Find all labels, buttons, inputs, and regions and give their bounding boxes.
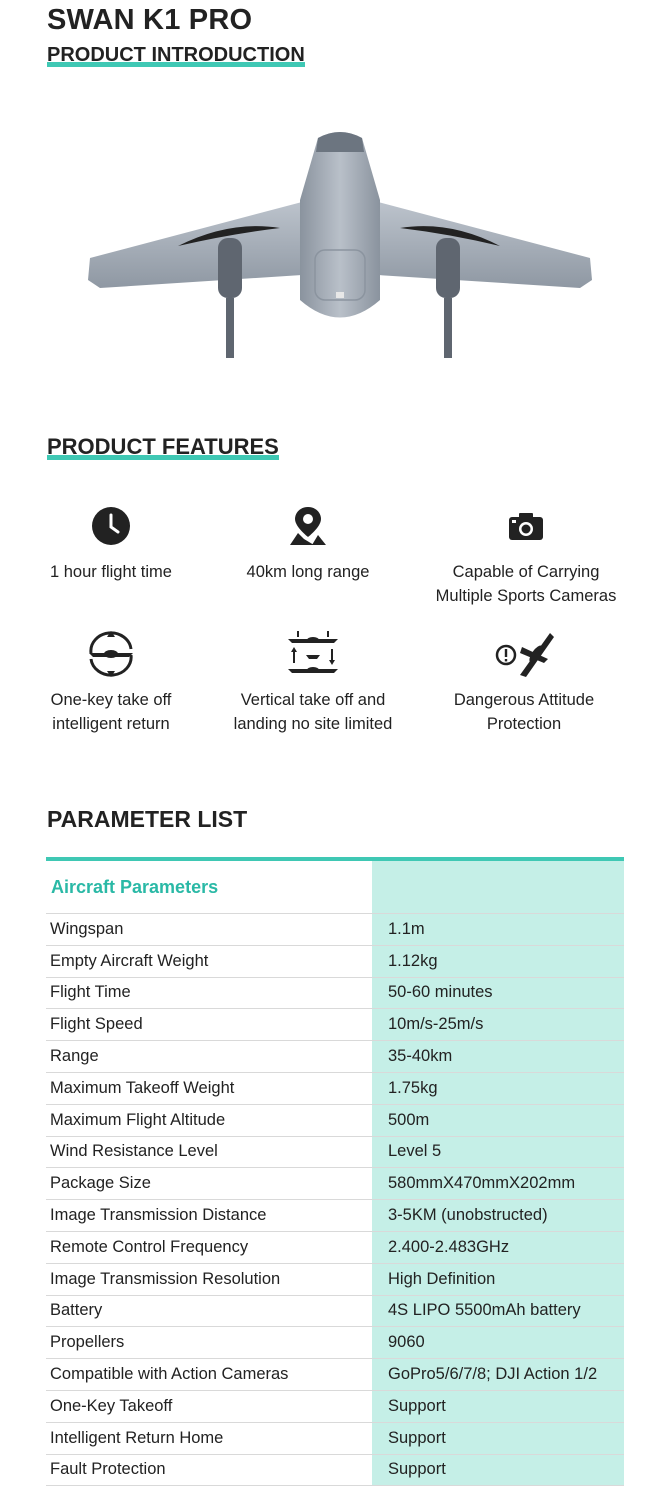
param-key: Wingspan <box>50 919 124 938</box>
table-row <box>46 1359 624 1391</box>
feature-flight-time <box>6 500 216 584</box>
feature-label: Capable of Carrying Multiple Sports Cameras <box>435 563 617 605</box>
feature-label: 40km long range <box>246 563 370 581</box>
parameter-table <box>46 857 624 1486</box>
table-row <box>46 1327 624 1359</box>
intro-heading-text: PRODUCT INTRODUCTION <box>47 44 305 66</box>
table-heading: Aircraft Parameters <box>51 876 219 897</box>
table-row <box>46 1391 624 1423</box>
table-row <box>46 978 624 1010</box>
param-key: Remote Control Frequency <box>50 1237 249 1256</box>
param-value: GoPro5/6/7/8; DJI Action 1/2 <box>388 1365 598 1384</box>
param-value: 1.12kg <box>388 951 438 970</box>
camera-icon <box>507 510 545 542</box>
vtol-icon <box>284 629 342 679</box>
param-value: 580mmX470mmX202mm <box>388 1174 576 1193</box>
param-key: Intelligent Return Home <box>50 1428 224 1447</box>
param-key: Range <box>50 1047 99 1066</box>
table-row <box>46 1264 624 1296</box>
param-key: Empty Aircraft Weight <box>50 951 209 970</box>
param-key: Fault Protection <box>50 1460 166 1479</box>
param-value: 1.75kg <box>388 1078 438 1097</box>
return-icon <box>83 629 139 679</box>
param-key: Maximum Flight Altitude <box>50 1110 226 1129</box>
map-pin-icon <box>286 505 330 547</box>
table-row <box>46 1105 624 1137</box>
table-row <box>46 1137 624 1169</box>
feature-label: One-key take off intelligent return <box>50 691 172 733</box>
feature-cameras <box>421 500 631 608</box>
param-value: 2.400-2.483GHz <box>388 1237 510 1256</box>
feature-label: 1 hour flight time <box>50 563 172 581</box>
features-heading-text: PRODUCT FEATURES <box>47 434 279 459</box>
param-value: 3-5KM (unobstructed) <box>388 1206 548 1225</box>
param-key: Compatible with Action Cameras <box>50 1365 289 1384</box>
clock-icon <box>91 506 131 546</box>
param-value: 500m <box>388 1110 430 1129</box>
param-value: Support <box>388 1396 446 1415</box>
param-value: Support <box>388 1428 446 1447</box>
table-row <box>46 1200 624 1232</box>
feature-one-key-return <box>6 628 216 736</box>
param-value: 1.1m <box>388 919 425 938</box>
param-value: 50-60 minutes <box>388 983 493 1002</box>
feature-attitude-protection <box>419 628 629 736</box>
feature-vtol <box>208 628 418 736</box>
param-key: Wind Resistance Level <box>50 1142 218 1161</box>
param-value: Level 5 <box>388 1142 442 1161</box>
table-row <box>46 914 624 946</box>
feature-label: Dangerous Attitude Protection <box>453 691 595 733</box>
param-key: Image Transmission Distance <box>50 1206 267 1225</box>
param-value: 10m/s-25m/s <box>388 1015 484 1034</box>
product-title: SWAN K1 PRO <box>47 4 253 36</box>
table-row <box>46 1455 624 1487</box>
param-value: Support <box>388 1460 446 1479</box>
intro-heading <box>47 44 305 67</box>
table-heading-value <box>372 861 624 913</box>
param-value: 4S LIPO 5500mAh battery <box>388 1301 581 1320</box>
param-key: Propellers <box>50 1333 125 1352</box>
param-key: Flight Time <box>50 983 131 1002</box>
param-value: 9060 <box>388 1333 425 1352</box>
table-row <box>46 1009 624 1041</box>
table-row <box>46 946 624 978</box>
table-row <box>46 1073 624 1105</box>
table-row <box>46 1296 624 1328</box>
feature-label: Vertical take off and landing no site limited <box>233 691 393 733</box>
table-header-row <box>46 861 624 914</box>
table-row <box>46 1232 624 1264</box>
param-value: High Definition <box>388 1269 496 1288</box>
table-row <box>46 1423 624 1455</box>
param-key: One-Key Takeoff <box>50 1396 173 1415</box>
param-key: Image Transmission Resolution <box>50 1269 281 1288</box>
warning-plane-icon <box>492 629 556 679</box>
param-key: Battery <box>50 1301 103 1320</box>
param-key: Flight Speed <box>50 1015 143 1034</box>
param-value: 35-40km <box>388 1047 453 1066</box>
drone-image <box>80 110 600 370</box>
features-heading <box>47 434 279 460</box>
parameter-list-heading: PARAMETER LIST <box>47 806 248 832</box>
feature-range <box>203 500 413 584</box>
table-row <box>46 1168 624 1200</box>
param-key: Maximum Takeoff Weight <box>50 1078 235 1097</box>
table-row <box>46 1041 624 1073</box>
param-key: Package Size <box>50 1174 151 1193</box>
